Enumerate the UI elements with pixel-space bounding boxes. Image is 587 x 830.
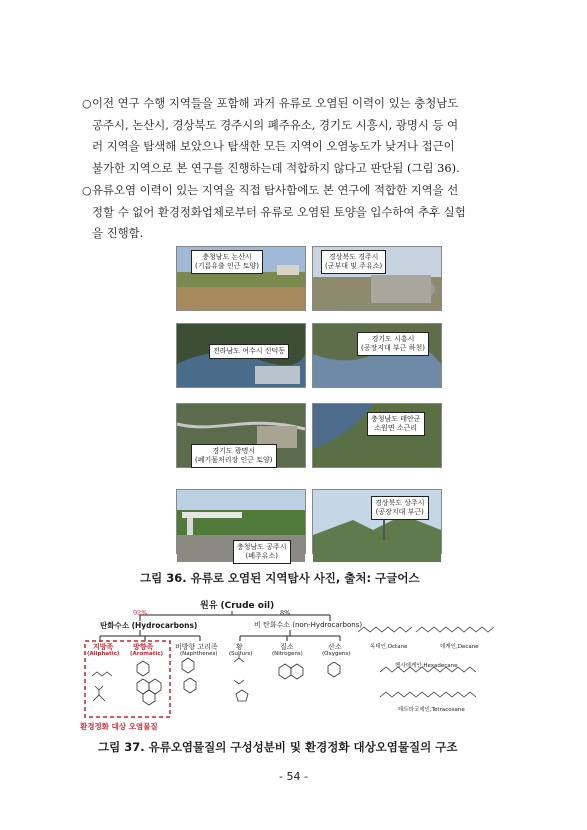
octane-label: 옥테인,Octane bbox=[370, 644, 408, 650]
photo-label: 충청남도 태안군 소원면 소근리 bbox=[367, 412, 425, 436]
photo-nonsan bbox=[176, 246, 306, 311]
hexadecane-label: 헥사데케인,Hexadecane bbox=[395, 663, 458, 669]
aliphatic-en: (Aliphatic) bbox=[87, 651, 120, 657]
paragraph-1 bbox=[82, 93, 522, 179]
paragraph-line: 러 지역을 탐색해 보았으나 탐색한 모든 지역이 오염농도가 낮거나 접근이 bbox=[92, 139, 455, 153]
photo-label: 충청남도 공주시 (폐주유소) bbox=[233, 540, 291, 564]
remediation-target-label: 환경정화 대상 오염물질 bbox=[80, 722, 158, 731]
paragraph-2 bbox=[82, 180, 522, 245]
aromatic-en: (Aromatic) bbox=[130, 651, 163, 657]
pct-nonhydro: 8% bbox=[280, 609, 291, 617]
photo-siheung bbox=[312, 323, 442, 388]
paragraph-line: 공주시, 논산시, 경상북도 경주시의 폐주유소, 경기도 시흥시, 광명시 등 여 bbox=[92, 117, 459, 132]
paragraph-line: 유류오염 이력이 있는 지역을 직접 탐사함에도 본 연구에 적합한 지역을 선 bbox=[92, 183, 459, 197]
page-number: - 54 - bbox=[279, 770, 308, 783]
bullet-symbol: ○ bbox=[82, 184, 92, 197]
figure-37-caption: 그림 37. 유류오염물질의 구성성분비 및 환경정화 대상오염물질의 구조 bbox=[98, 740, 458, 754]
crude-oil-label: 원유 (Crude oil) bbox=[200, 601, 275, 611]
bullet-symbol: ○ bbox=[82, 97, 92, 110]
photo-label: 경상북도 경주시 (군부대 및 주유소) bbox=[321, 250, 386, 274]
paragraph-line: 이전 연구 수행 지역들을 포함해 과거 유류로 오염된 이력이 있는 충청남도 bbox=[92, 96, 459, 110]
aliphatic-ko: 지방족 bbox=[93, 643, 114, 651]
naphthenes-en: (Naphthenes) bbox=[180, 651, 218, 657]
naphthenes-ko: 비방향 고리족 bbox=[175, 643, 218, 651]
photo-label: 전라남도 여수시 신덕동 bbox=[209, 344, 289, 359]
photo-yeosu bbox=[176, 323, 306, 388]
photo-sangju bbox=[312, 489, 442, 554]
aromatic-ko: 방향족 bbox=[133, 643, 154, 651]
nitrogen-en: (Nitrogens) bbox=[272, 651, 303, 657]
photo-label: 경기도 시흥시 (공장지대 부근 하천) bbox=[357, 332, 429, 356]
hydrocarbons-label: 탄화수소 (Hydrocarbons) bbox=[100, 621, 198, 630]
paragraph-line: 을 진행함. bbox=[92, 226, 144, 240]
paragraph-line: 정할 수 없어 환경정화업체로부터 유류로 오염된 토양을 입수하여 추후 실험 bbox=[92, 204, 466, 219]
photo-gyeongju bbox=[312, 246, 442, 311]
paragraph-line: 불가한 지역으로 본 연구를 진행하는데 적합하지 않다고 판단됨 (그림 36). bbox=[92, 160, 460, 175]
photo-gongju bbox=[176, 489, 306, 560]
tetracosane-label: 테트라코세인,Tetracosane bbox=[398, 707, 465, 713]
photo-gwangmyeong bbox=[176, 403, 306, 468]
figure-36-caption: 그림 36. 유류로 오염된 지역탐사 사진, 출처: 구글어스 bbox=[140, 571, 420, 585]
sulfur-en: (Sulfurs) bbox=[229, 651, 253, 657]
oxygen-en: (Oxygens) bbox=[322, 651, 351, 657]
photo-label: 충청남도 논산시 (기름유출 인근 토양) bbox=[191, 250, 263, 274]
photo-taean bbox=[312, 403, 442, 468]
sulfur-ko: 황 bbox=[236, 643, 243, 651]
decane-label: 데케인,Decane bbox=[440, 644, 479, 650]
photo-label: 경상북도 상주시 (공장지대 부근) bbox=[371, 496, 429, 520]
oxygen-ko: 산소 bbox=[328, 643, 342, 651]
pct-hydro: 92% bbox=[133, 609, 148, 617]
non-hydrocarbons-label: 비 탄화수소 (non-Hydrocarbons) bbox=[254, 621, 363, 629]
nitrogen-ko: 질소 bbox=[280, 643, 294, 651]
photo-label: 경기도 광명시 (폐기물처리장 인근 토양) bbox=[191, 444, 277, 468]
